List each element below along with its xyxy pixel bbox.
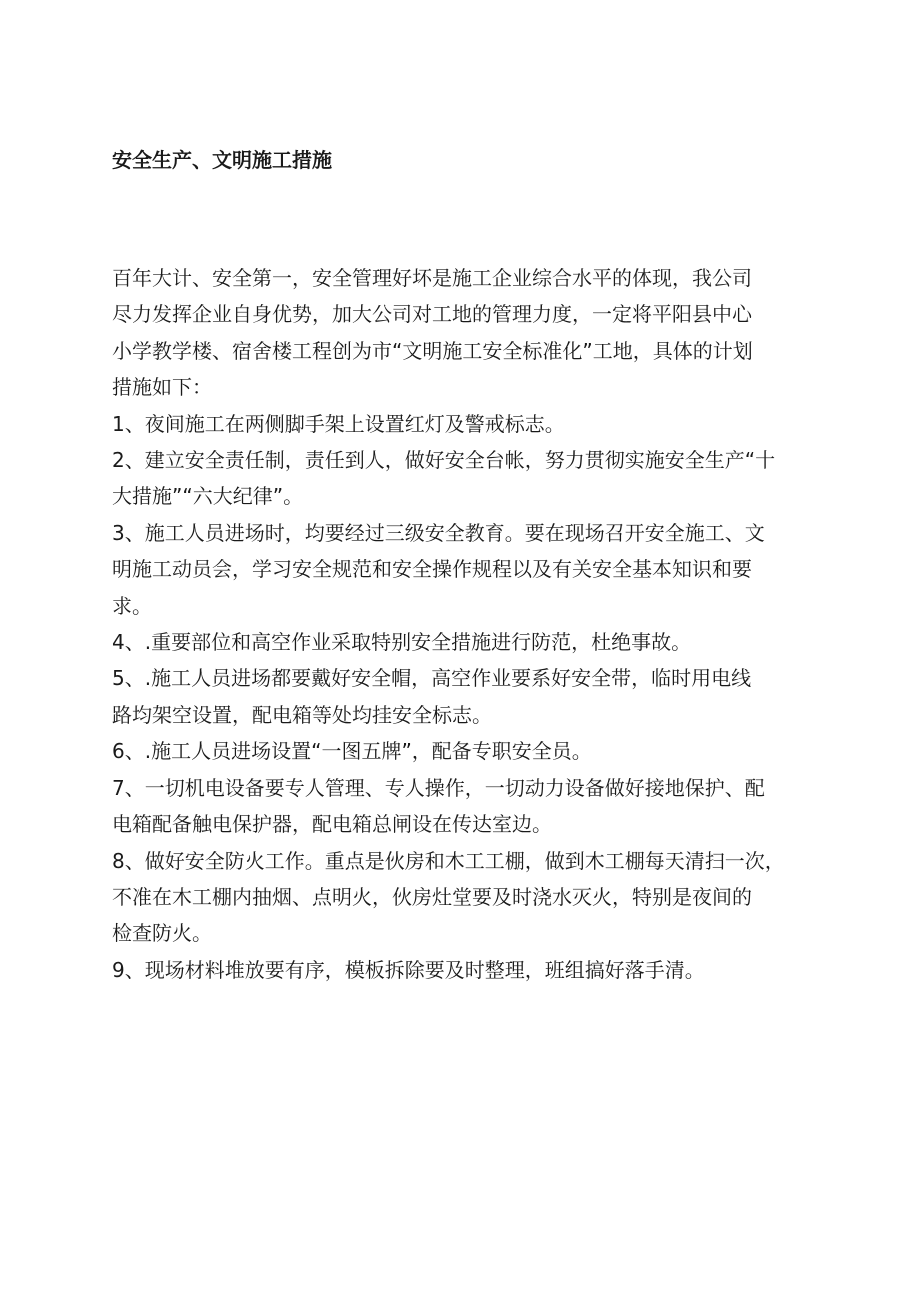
list-item-4: [112, 624, 812, 660]
text-line: 5、.施工人员进场都要戴好安全帽，高空作业要系好安全带，临时用电线: [112, 666, 752, 691]
text-line: 百年大计、安全第一，安全管理好坏是施工企业综合水平的体现，我公司: [112, 266, 752, 290]
text-line: 求。: [112, 593, 152, 618]
text-line: 4、.重要部位和高空作业采取特别安全措施进行防范，杜绝事故。: [112, 630, 692, 655]
text-line: 小学教学楼、宿舍楼工程创为市“文明施工安全标准化”工地，具体的计划: [112, 338, 753, 363]
document-body: [112, 260, 812, 988]
list-item-5: [112, 660, 812, 733]
text-line: 路均架空设置，配电箱等处均挂安全标志。: [112, 702, 492, 727]
text-line: 1、夜间施工在两侧脚手架上设置红灯及警戒标志。: [112, 411, 565, 436]
text-line: 2、建立安全责任制，责任到人，做好安全台帐，努力贯彻实施安全生产“十: [112, 448, 776, 473]
list-item-3: [112, 515, 812, 624]
text-line: 电箱配备触电保护器，配电箱总闸设在传达室边。: [112, 812, 552, 837]
text-line: 大措施”“六大纪律”。: [112, 484, 304, 509]
list-item-1: [112, 406, 812, 442]
list-item-6: [112, 733, 812, 769]
list-item-7: [112, 770, 812, 843]
text-line: 明施工动员会，学习安全规范和安全操作规程以及有关安全基本知识和要: [112, 557, 752, 582]
text-line: 8、做好安全防火工作。重点是伙房和木工工棚，做到木工棚每天清扫一次，: [112, 848, 785, 873]
list-item-8: [112, 843, 812, 952]
text-line: 尽力发挥企业自身优势，加大公司对工地的管理力度，一定将平阳县中心: [112, 302, 752, 327]
text-line: 9、现场材料堆放要有序，模板拆除要及时整理，班组搞好落手清。: [112, 957, 705, 982]
text-line: 措施如下：: [112, 375, 212, 400]
text-line: 6、.施工人员进场设置“一图五牌”，配备专职安全员。: [112, 739, 592, 764]
paragraph-intro: [112, 260, 812, 406]
document-title: 安全生产、文明施工措施: [112, 148, 332, 172]
text-line: 不准在木工棚内抽烟、点明火，伙房灶堂要及时浇水灭火，特别是夜间的: [112, 884, 752, 909]
text-line: 检查防火。: [112, 921, 212, 946]
list-item-2: [112, 442, 812, 515]
text-line: 3、施工人员进场时，均要经过三级安全教育。要在现场召开安全施工、文: [112, 520, 765, 545]
text-line: 7、一切机电设备要专人管理、专人操作，一切动力设备做好接地保护、配: [112, 775, 765, 800]
list-item-9: [112, 952, 812, 988]
